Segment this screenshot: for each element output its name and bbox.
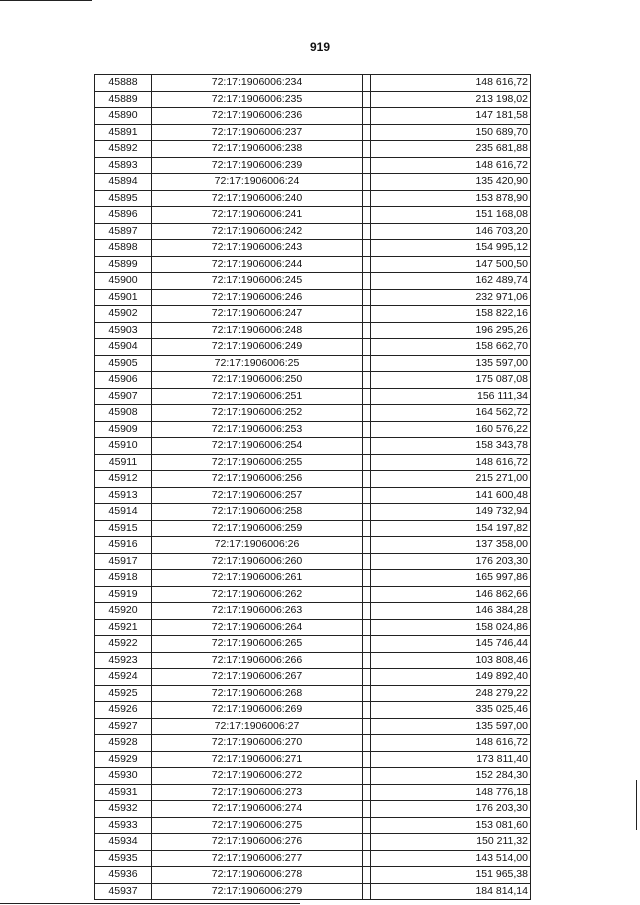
column-gap <box>363 157 371 174</box>
cadastral-number-cell: 72:17:1906006:256 <box>152 471 363 488</box>
value-cell: 215 271,00 <box>371 471 531 488</box>
value-cell: 232 971,06 <box>371 289 531 306</box>
value-cell: 176 203,30 <box>371 553 531 570</box>
cadastral-number-cell: 72:17:1906006:258 <box>152 504 363 521</box>
value-cell: 164 562,72 <box>371 405 531 422</box>
column-gap <box>363 801 371 818</box>
cadastral-number-cell: 72:17:1906006:239 <box>152 157 363 174</box>
table-row <box>95 553 531 570</box>
cadastral-number-cell: 72:17:1906006:254 <box>152 438 363 455</box>
record-number-cell: 45927 <box>95 718 152 735</box>
record-number-cell: 45908 <box>95 405 152 422</box>
table-row <box>95 322 531 339</box>
cadastral-number-cell: 72:17:1906006:279 <box>152 883 363 900</box>
value-cell: 103 808,46 <box>371 652 531 669</box>
column-gap <box>363 652 371 669</box>
table-row <box>95 454 531 471</box>
record-number-cell: 45935 <box>95 850 152 867</box>
record-number-cell: 45925 <box>95 685 152 702</box>
record-number-cell: 45918 <box>95 570 152 587</box>
cadastral-number-cell: 72:17:1906006:267 <box>152 669 363 686</box>
value-cell: 184 814,14 <box>371 883 531 900</box>
value-cell: 146 703,20 <box>371 223 531 240</box>
record-number-cell: 45904 <box>95 339 152 356</box>
value-cell: 160 576,22 <box>371 421 531 438</box>
table-row <box>95 75 531 92</box>
table-row <box>95 867 531 884</box>
right-scan-edge <box>636 780 637 830</box>
value-cell: 158 662,70 <box>371 339 531 356</box>
table-row <box>95 768 531 785</box>
record-number-cell: 45888 <box>95 75 152 92</box>
record-number-cell: 45906 <box>95 372 152 389</box>
value-cell: 146 862,66 <box>371 586 531 603</box>
table-row <box>95 421 531 438</box>
cadastral-number-cell: 72:17:1906006:272 <box>152 768 363 785</box>
column-gap <box>363 883 371 900</box>
cadastral-number-cell: 72:17:1906006:237 <box>152 124 363 141</box>
table-row <box>95 586 531 603</box>
record-number-cell: 45909 <box>95 421 152 438</box>
column-gap <box>363 487 371 504</box>
value-cell: 150 689,70 <box>371 124 531 141</box>
table-row <box>95 735 531 752</box>
record-number-cell: 45914 <box>95 504 152 521</box>
cadastral-number-cell: 72:17:1906006:261 <box>152 570 363 587</box>
record-number-cell: 45903 <box>95 322 152 339</box>
record-number-cell: 45893 <box>95 157 152 174</box>
value-cell: 146 384,28 <box>371 603 531 620</box>
table-row <box>95 388 531 405</box>
cadastral-number-cell: 72:17:1906006:264 <box>152 619 363 636</box>
column-gap <box>363 388 371 405</box>
record-number-cell: 45899 <box>95 256 152 273</box>
table-row <box>95 207 531 224</box>
cadastral-number-cell: 72:17:1906006:275 <box>152 817 363 834</box>
value-cell: 151 965,38 <box>371 867 531 884</box>
value-cell: 135 597,00 <box>371 355 531 372</box>
record-number-cell: 45910 <box>95 438 152 455</box>
column-gap <box>363 619 371 636</box>
table-row <box>95 256 531 273</box>
table-row <box>95 718 531 735</box>
value-cell: 152 284,30 <box>371 768 531 785</box>
table-row <box>95 685 531 702</box>
column-gap <box>363 322 371 339</box>
cadastral-number-cell: 72:17:1906006:265 <box>152 636 363 653</box>
cadastral-number-cell: 72:17:1906006:25 <box>152 355 363 372</box>
cadastral-number-cell: 72:17:1906006:266 <box>152 652 363 669</box>
cadastral-number-cell: 72:17:1906006:263 <box>152 603 363 620</box>
record-number-cell: 45917 <box>95 553 152 570</box>
column-gap <box>363 718 371 735</box>
column-gap <box>363 240 371 257</box>
value-cell: 147 181,58 <box>371 108 531 125</box>
record-number-cell: 45931 <box>95 784 152 801</box>
cadastral-number-cell: 72:17:1906006:242 <box>152 223 363 240</box>
column-gap <box>363 834 371 851</box>
table-row <box>95 91 531 108</box>
value-cell: 148 616,72 <box>371 75 531 92</box>
column-gap <box>363 174 371 191</box>
cadastral-number-cell: 72:17:1906006:276 <box>152 834 363 851</box>
cadastral-number-cell: 72:17:1906006:269 <box>152 702 363 719</box>
column-gap <box>363 867 371 884</box>
record-number-cell: 45892 <box>95 141 152 158</box>
record-number-cell: 45890 <box>95 108 152 125</box>
column-gap <box>363 438 371 455</box>
value-cell: 165 997,86 <box>371 570 531 587</box>
record-number-cell: 45920 <box>95 603 152 620</box>
value-cell: 213 198,02 <box>371 91 531 108</box>
table-row <box>95 355 531 372</box>
cadastral-number-cell: 72:17:1906006:27 <box>152 718 363 735</box>
record-number-cell: 45930 <box>95 768 152 785</box>
record-number-cell: 45919 <box>95 586 152 603</box>
cadastral-number-cell: 72:17:1906006:234 <box>152 75 363 92</box>
value-cell: 148 616,72 <box>371 157 531 174</box>
column-gap <box>363 223 371 240</box>
column-gap <box>363 768 371 785</box>
table-row <box>95 603 531 620</box>
column-gap <box>363 91 371 108</box>
column-gap <box>363 405 371 422</box>
record-number-cell: 45923 <box>95 652 152 669</box>
record-number-cell: 45916 <box>95 537 152 554</box>
value-cell: 141 600,48 <box>371 487 531 504</box>
cadastral-number-cell: 72:17:1906006:274 <box>152 801 363 818</box>
registry-table <box>94 74 531 900</box>
cadastral-number-cell: 72:17:1906006:24 <box>152 174 363 191</box>
table-row <box>95 108 531 125</box>
record-number-cell: 45902 <box>95 306 152 323</box>
record-number-cell: 45901 <box>95 289 152 306</box>
cadastral-number-cell: 72:17:1906006:250 <box>152 372 363 389</box>
table-row <box>95 339 531 356</box>
value-cell: 151 168,08 <box>371 207 531 224</box>
table-row <box>95 883 531 900</box>
cadastral-number-cell: 72:17:1906006:251 <box>152 388 363 405</box>
column-gap <box>363 603 371 620</box>
record-number-cell: 45895 <box>95 190 152 207</box>
value-cell: 135 597,00 <box>371 718 531 735</box>
table-row <box>95 372 531 389</box>
value-cell: 162 489,74 <box>371 273 531 290</box>
value-cell: 150 211,32 <box>371 834 531 851</box>
column-gap <box>363 685 371 702</box>
record-number-cell: 45928 <box>95 735 152 752</box>
value-cell: 158 822,16 <box>371 306 531 323</box>
column-gap <box>363 586 371 603</box>
value-cell: 148 616,72 <box>371 735 531 752</box>
record-number-cell: 45936 <box>95 867 152 884</box>
value-cell: 158 024,86 <box>371 619 531 636</box>
table-row <box>95 174 531 191</box>
column-gap <box>363 537 371 554</box>
column-gap <box>363 339 371 356</box>
value-cell: 173 811,40 <box>371 751 531 768</box>
column-gap <box>363 372 371 389</box>
cadastral-number-cell: 72:17:1906006:249 <box>152 339 363 356</box>
value-cell: 145 746,44 <box>371 636 531 653</box>
table-row <box>95 834 531 851</box>
column-gap <box>363 636 371 653</box>
value-cell: 148 616,72 <box>371 454 531 471</box>
column-gap <box>363 256 371 273</box>
table-row <box>95 240 531 257</box>
column-gap <box>363 124 371 141</box>
record-number-cell: 45915 <box>95 520 152 537</box>
record-number-cell: 45924 <box>95 669 152 686</box>
cadastral-number-cell: 72:17:1906006:235 <box>152 91 363 108</box>
column-gap <box>363 75 371 92</box>
record-number-cell: 45922 <box>95 636 152 653</box>
cadastral-number-cell: 72:17:1906006:253 <box>152 421 363 438</box>
value-cell: 147 500,50 <box>371 256 531 273</box>
table-row <box>95 141 531 158</box>
cadastral-number-cell: 72:17:1906006:271 <box>152 751 363 768</box>
record-number-cell: 45911 <box>95 454 152 471</box>
value-cell: 154 197,82 <box>371 520 531 537</box>
value-cell: 176 203,30 <box>371 801 531 818</box>
cadastral-number-cell: 72:17:1906006:245 <box>152 273 363 290</box>
top-scan-edge <box>0 0 92 1</box>
record-number-cell: 45929 <box>95 751 152 768</box>
cadastral-number-cell: 72:17:1906006:244 <box>152 256 363 273</box>
table-row <box>95 273 531 290</box>
cadastral-number-cell: 72:17:1906006:255 <box>152 454 363 471</box>
column-gap <box>363 471 371 488</box>
table-row <box>95 636 531 653</box>
column-gap <box>363 751 371 768</box>
cadastral-number-cell: 72:17:1906006:262 <box>152 586 363 603</box>
record-number-cell: 45926 <box>95 702 152 719</box>
column-gap <box>363 421 371 438</box>
record-number-cell: 45894 <box>95 174 152 191</box>
cadastral-number-cell: 72:17:1906006:248 <box>152 322 363 339</box>
value-cell: 135 420,90 <box>371 174 531 191</box>
bottom-scan-edge <box>0 903 300 904</box>
table-row <box>95 801 531 818</box>
column-gap <box>363 273 371 290</box>
column-gap <box>363 108 371 125</box>
record-number-cell: 45896 <box>95 207 152 224</box>
table-row <box>95 438 531 455</box>
value-cell: 149 732,94 <box>371 504 531 521</box>
column-gap <box>363 784 371 801</box>
table-row <box>95 570 531 587</box>
column-gap <box>363 817 371 834</box>
column-gap <box>363 735 371 752</box>
record-number-cell: 45913 <box>95 487 152 504</box>
column-gap <box>363 306 371 323</box>
column-gap <box>363 355 371 372</box>
column-gap <box>363 570 371 587</box>
cadastral-number-cell: 72:17:1906006:243 <box>152 240 363 257</box>
cadastral-number-cell: 72:17:1906006:273 <box>152 784 363 801</box>
table-row <box>95 471 531 488</box>
value-cell: 149 892,40 <box>371 669 531 686</box>
record-number-cell: 45898 <box>95 240 152 257</box>
record-number-cell: 45932 <box>95 801 152 818</box>
column-gap <box>363 289 371 306</box>
record-number-cell: 45889 <box>95 91 152 108</box>
column-gap <box>363 520 371 537</box>
value-cell: 148 776,18 <box>371 784 531 801</box>
table-row <box>95 619 531 636</box>
record-number-cell: 45912 <box>95 471 152 488</box>
cadastral-number-cell: 72:17:1906006:270 <box>152 735 363 752</box>
table-row <box>95 652 531 669</box>
column-gap <box>363 553 371 570</box>
record-number-cell: 45921 <box>95 619 152 636</box>
table-row <box>95 124 531 141</box>
column-gap <box>363 504 371 521</box>
cadastral-number-cell: 72:17:1906006:238 <box>152 141 363 158</box>
cadastral-number-cell: 72:17:1906006:268 <box>152 685 363 702</box>
value-cell: 154 995,12 <box>371 240 531 257</box>
column-gap <box>363 702 371 719</box>
table-row <box>95 850 531 867</box>
cadastral-number-cell: 72:17:1906006:257 <box>152 487 363 504</box>
cadastral-number-cell: 72:17:1906006:236 <box>152 108 363 125</box>
record-number-cell: 45900 <box>95 273 152 290</box>
table-row <box>95 487 531 504</box>
cadastral-number-cell: 72:17:1906006:260 <box>152 553 363 570</box>
value-cell: 248 279,22 <box>371 685 531 702</box>
record-number-cell: 45891 <box>95 124 152 141</box>
record-number-cell: 45934 <box>95 834 152 851</box>
table-row <box>95 289 531 306</box>
value-cell: 137 358,00 <box>371 537 531 554</box>
record-number-cell: 45897 <box>95 223 152 240</box>
column-gap <box>363 190 371 207</box>
column-gap <box>363 669 371 686</box>
record-number-cell: 45907 <box>95 388 152 405</box>
value-cell: 235 681,88 <box>371 141 531 158</box>
table-row <box>95 784 531 801</box>
record-number-cell: 45937 <box>95 883 152 900</box>
table-row <box>95 306 531 323</box>
value-cell: 143 514,00 <box>371 850 531 867</box>
record-number-cell: 45905 <box>95 355 152 372</box>
cadastral-number-cell: 72:17:1906006:277 <box>152 850 363 867</box>
value-cell: 153 878,90 <box>371 190 531 207</box>
table-row <box>95 669 531 686</box>
table-row <box>95 751 531 768</box>
cadastral-number-cell: 72:17:1906006:259 <box>152 520 363 537</box>
cadastral-number-cell: 72:17:1906006:278 <box>152 867 363 884</box>
table-row <box>95 157 531 174</box>
page-number: 919 <box>309 40 331 54</box>
value-cell: 196 295,26 <box>371 322 531 339</box>
column-gap <box>363 454 371 471</box>
value-cell: 335 025,46 <box>371 702 531 719</box>
table-row <box>95 405 531 422</box>
column-gap <box>363 141 371 158</box>
cadastral-number-cell: 72:17:1906006:247 <box>152 306 363 323</box>
table-row <box>95 537 531 554</box>
registry-rows <box>95 75 531 900</box>
value-cell: 156 111,34 <box>371 388 531 405</box>
record-number-cell: 45933 <box>95 817 152 834</box>
cadastral-number-cell: 72:17:1906006:252 <box>152 405 363 422</box>
table-row <box>95 190 531 207</box>
table-row <box>95 520 531 537</box>
column-gap <box>363 850 371 867</box>
cadastral-number-cell: 72:17:1906006:26 <box>152 537 363 554</box>
column-gap <box>363 207 371 224</box>
cadastral-number-cell: 72:17:1906006:246 <box>152 289 363 306</box>
value-cell: 153 081,60 <box>371 817 531 834</box>
value-cell: 175 087,08 <box>371 372 531 389</box>
table-row <box>95 702 531 719</box>
table-row <box>95 504 531 521</box>
value-cell: 158 343,78 <box>371 438 531 455</box>
cadastral-number-cell: 72:17:1906006:241 <box>152 207 363 224</box>
table-row <box>95 223 531 240</box>
cadastral-number-cell: 72:17:1906006:240 <box>152 190 363 207</box>
table-row <box>95 817 531 834</box>
